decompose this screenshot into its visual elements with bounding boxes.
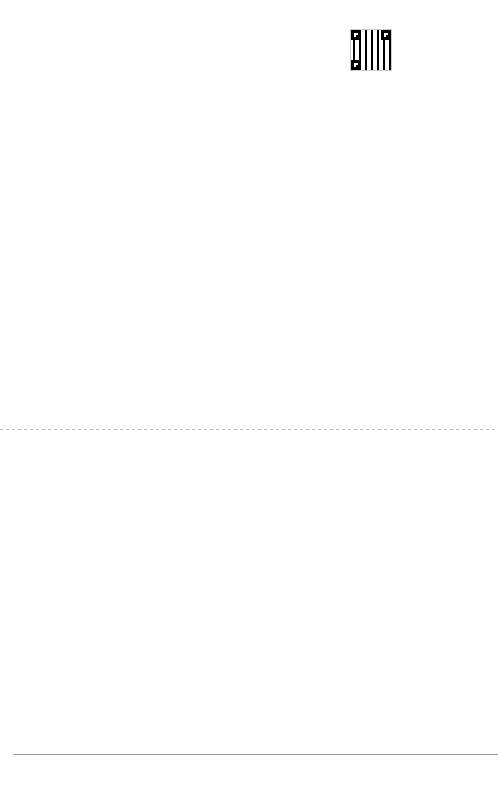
qr-code-icon[interactable] — [350, 29, 392, 71]
subtitle-divider — [0, 429, 498, 430]
corner-watermark-logo — [390, 742, 490, 796]
unit-title — [0, 405, 498, 422]
